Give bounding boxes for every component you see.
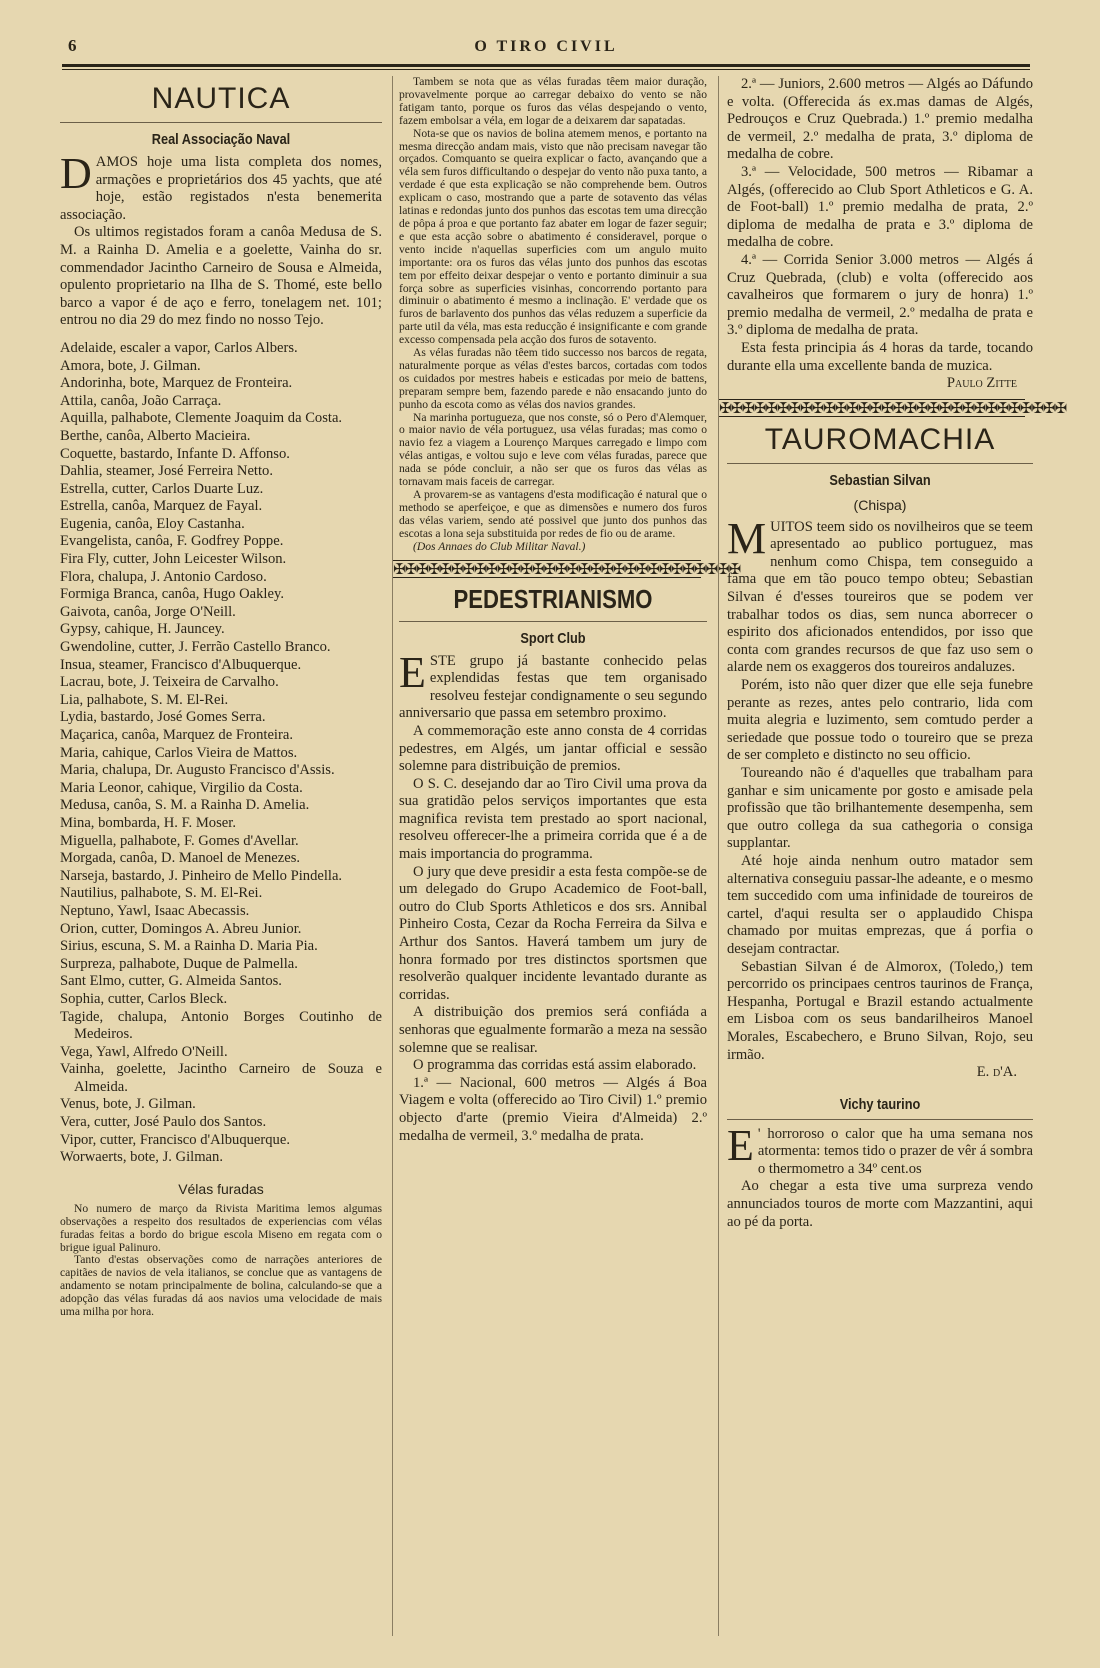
paragraph: 1.ª — Nacional, 600 metros — Algés á Boa Viagem e volta (offerecido ao Tiro Civil) 1.º premio objecto d'arte (premio Vieira d'Almeida) 2.º medalha de vermeil, 3.º medalha de prata.	[399, 1074, 707, 1144]
paragraph: Tambem se nota que as vélas furadas têem maior duração, provavelmente porque ao carregar debaixo do vento se não fatigam tanto, porque os furos das vélas despejando o vento, fazem embolsar a véla, em logar de a deixarem dar sapatadas.	[399, 75, 707, 127]
list-item: Nautilius, palhabote, S. M. El-Rei.	[60, 885, 263, 902]
subtitle-real-associacao: Real Associação Naval	[151, 131, 291, 148]
list-item: Venus, bote, J. Gilman.	[60, 1096, 196, 1113]
running-title: O TIRO CIVIL	[474, 38, 618, 55]
list-item: Miguella, palhabote, F. Gomes d'Avellar.	[60, 832, 299, 849]
list-item: Sirius, escuna, S. M. a Rainha D. Maria Pia.	[60, 938, 318, 955]
tauromachia-text	[727, 513, 1033, 1082]
dropcap: E	[727, 1120, 754, 1170]
signature: E. d'A.	[976, 1064, 1017, 1081]
list-item: Vipor, cutter, Francisco d'Albuquerque.	[60, 1131, 290, 1148]
list-item: Andorinha, bote, Marquez de Fronteira.	[60, 375, 293, 392]
list-item: Vega, Yawl, Alfredo O'Neill.	[60, 1043, 228, 1060]
column-2	[392, 75, 741, 1636]
paragraph: Esta festa principia ás 4 horas da tarde, tocando durante ella uma excellente banda de muzica.	[727, 339, 1033, 374]
list-item: Fira Fly, cutter, John Leicester Wilson.	[60, 551, 287, 568]
list-item: Mina, bombarda, H. F. Moser.	[60, 814, 236, 831]
paragraph: 3.ª — Velocidade, 500 metros — Ribamar a Algés, (offerecido ao Club Sport Athleticos e G. A. de Foot-ball) 1.º premio medalha de prata, 2.º diploma de medalha de prata e 3.º diploma de medalha de cobre.	[727, 163, 1033, 251]
subtitle-vichy-taurino: Vichy taurino	[839, 1095, 921, 1113]
page-number: 6	[68, 36, 77, 55]
paragraph: Porém, isto não quer dizer que elle seja funebre perante as rezes, antes pelo contrario, lida com muita alegria e luzimento, sem comtudo perder a seriedade que possue todo o toureiro que se preza de ser completo e distincto no seu officio.	[727, 677, 1033, 764]
list-item: Maria, chalupa, Dr. Augusto Francisco d'Assis.	[60, 762, 335, 779]
subtitle-sport-club: Sport Club	[520, 629, 586, 647]
list-item: Estrella, cutter, Carlos Duarte Luz.	[60, 480, 264, 497]
paragraph: Os ultimos registados foram a canôa Medusa de S. M. a Rainha D. Amelia e a goelette, Vainha do sr. commendador Jacintho Carneiro de Sousa e Almeida, opulento proprietario na Ilha de S. Thomé, este bello barco a vapor é de aço e ferro, tonelagem net. 101; entrou no dia 29 do mez findo no nosso Tejo.	[60, 224, 382, 329]
list-item: Adelaide, escaler a vapor, Carlos Albers.	[60, 339, 298, 356]
pedestrianismo-continued	[727, 76, 1033, 393]
paragraph: Até hoje ainda nenhum outro matador sem alternativa conseguiu passar-lhe adeante, e o mesmo tem succedido com uma infinidade de toureiros de cartel, d'aqui resulta ser o applaudido Chispa chamado por muitas emprezas, que á porfia o desejam contractar.	[727, 852, 1033, 957]
list-item: Maria, cahique, Carlos Vieira de Mattos.	[60, 744, 298, 761]
list-item: Morgada, canôa, D. Manoel de Menezes.	[60, 850, 301, 867]
paragraph: As vélas furadas não têem tido successo nos barcos de regata, naturalmente porque as vélas d'estes barcos, cortadas com todos os cuidados por mestres habeis e esticadas por meio de battens, preparam sempre bem, fazendo parede e não ensacando junto do punho da escota como as vélas dos navios grandes.	[399, 346, 707, 411]
list-item: Berthe, canôa, Alberto Macieira.	[60, 427, 251, 444]
velas-continued	[399, 76, 707, 554]
paragraph: O S. C. desejando dar ao Tiro Civil uma prova da sua gratidão pelos serviços importantes que esta magnifica revista tem prestado ao sport nacional, resolveu offerecer-lhe a primeira corrida que é a de mais importancia do programma.	[399, 775, 707, 863]
list-item: Maçarica, canôa, Marquez de Fronteira.	[60, 727, 293, 743]
column-1	[60, 76, 382, 1636]
paragraph: AMOS hoje uma lista completa dos nomes, armações e proprietários dos 45 yachts, que até hoje, estão registados n'esta benemerita associação.	[60, 154, 382, 223]
dropcap: D	[60, 149, 92, 198]
list-item: Worwaerts, bote, J. Gilman.	[60, 1149, 223, 1166]
source-note: (Dos Annaes do Club Militar Naval.)	[413, 539, 586, 553]
paragraph: Ao chegar a esta tive uma surpreza vendo annunciados touros de morte com Mazzantini, aqui ao pé da porta.	[727, 1178, 1033, 1230]
paragraph: Na marinha portugueza, que nos conste, só o Pero d'Alemquer, o maior navio de véla portuguez, usa vélas furadas; mas como o navio fez a viagem a Lourenço Marques carregado e limpo com vélas antigas, e voltou sujo e leve com vélas furadas, parece que nada se póde concluir, a não ser que os furos das vélas as tornavam mais faceis de carregar.	[399, 410, 707, 489]
paragraph: No numero de março da Rivista Maritima lemos algumas observações a respeito dos resultados de experiencias com vélas furadas feitas a bordo do brigue escola Miseno em regata com o brigue igual Palinuro.	[60, 1201, 382, 1254]
list-item: Insua, steamer, Francisco d'Albuquerque.	[60, 656, 302, 673]
dropcap: E	[399, 647, 426, 697]
list-item: Lacrau, bote, J. Teixeira de Carvalho.	[60, 674, 279, 691]
paragraph: Nota-se que os navios de bolina atemem menos, e portanto na mesma direcção andam mais, visto que não precisam navegar tão orçados. Comquanto se queira explicar o facto, avançando que a véla sem furos difficultando o despejar do vento não puxa tanto, a verdade é que esta explicação se não comprehende bem. Outros explicam o caso, mostrando que a parte de sotavento das vélas latinas e redondas junto dos punhos das escotas tem uma direcção de pôpa á proa e que portanto faz abater em logar de fazer seguir; e que esta acção sobre o abatimento é consideravel, porque o vento incide n'aquellas superficies com um angulo muito importante: ora os furos das vélas junto dos punhos das escotas tem por effeito deixar despejar o vento e portanto diminuir a sua força sobre as superficies visinhas, concorrendo portanto para diminuir o abatimento é mesmo a inclinação. E' verdade que os furos de barlavento dos punhos das vélas reduzem a superficie da parte util da véla, mas esta reducção é insignificante e com grande excesso compensada pela acção dos furos de sotavento.	[399, 126, 707, 347]
paragraph: Sebastian Silvan é de Almorox, (Toledo,) tem percorrido os principaes centros taurinos de França, Hespanha, Portugal e Brazil estando actualmente em Lisboa com os seus bandarilheiros Manoel Morales, Escabechero, e Bruno Silvan, Rojo, seu irmão.	[727, 958, 1033, 1063]
dropcap: M	[727, 513, 767, 563]
list-item: Attila, canôa, João Carraça.	[60, 392, 222, 409]
list-item: Sant Elmo, cutter, G. Almeida Santos.	[60, 973, 282, 990]
header-rule-thin	[62, 69, 1030, 70]
list-item: Tagide, chalupa, Antonio Borges Coutinho de Medeiros.	[60, 1008, 382, 1043]
subtitle-velas-furadas: Vélas furadas	[178, 1180, 264, 1197]
paragraph: Tanto d'estas observações como de narrações anteriores de capitães de navios de vela italianos, se conclue que as vantagens de andamento se notam principalmente de bolina, calculando-se que a adopção das vélas furadas dá aos navios uma velocidade de mais uma milha por hora.	[60, 1253, 382, 1319]
list-item: Lia, palhabote, S. M. El-Rei.	[60, 691, 229, 708]
pedestrianismo-text	[399, 647, 707, 1146]
paragraph: A commemoração este anno consta de 4 corridas pedestres, em Algés, um jantar official e sessão solemne para distribuição de premios.	[399, 722, 707, 775]
list-item: Formiga Branca, canôa, Hugo Oakley.	[60, 586, 284, 603]
list-item: Flora, chalupa, J. Antonio Cardoso.	[60, 568, 267, 585]
section-title-pedestrianismo: PEDESTRIANISMO	[453, 583, 653, 614]
velas-text	[60, 1203, 382, 1319]
nautica-intro	[60, 149, 382, 330]
list-item: Gypsy, cahique, H. Jauncey.	[60, 621, 225, 638]
list-item: Dahlia, steamer, José Ferreira Netto.	[60, 463, 273, 480]
list-item: Aquilla, palhabote, Clemente Joaquim da Costa.	[60, 410, 343, 427]
ornament-divider: ✠✠✠✠✠✠✠✠✠✠✠✠✠✠✠✠✠✠✠✠✠✠✠✠✠✠✠✠✠✠	[719, 398, 1067, 417]
column-3	[718, 76, 1067, 1636]
list-item: Estrella, canôa, Marquez de Fayal.	[60, 498, 263, 515]
paragraph: A distribuição dos premios será confiáda a senhoras que egualmente formarão a meza na sessão solemne que se realisar.	[399, 1004, 707, 1056]
list-item: Neptuno, Yawl, Isaac Abecassis.	[60, 902, 250, 919]
paragraph: ' horroroso o calor que ha uma semana nos atormenta: temos tido o prazer de vêr á sombra o thermometro a 34º cent.os	[757, 1125, 1033, 1177]
list-item: Narseja, bastardo, J. Pinheiro de Mello Pindella.	[60, 867, 343, 884]
list-item: Sophia, cutter, Carlos Bleck.	[60, 990, 228, 1007]
paragraph: 2.ª — Juniors, 2.600 metros — Algés ao Dáfundo e volta. (Offerecida ás ex.mas damas de Algés, Pedrouços e Cruz Quebrada.) 1.º premio medalha de vermeil, 2.º medalha de prata, 3.º diploma de medalha de cobre.	[727, 76, 1033, 163]
list-item: Vera, cutter, José Paulo dos Santos.	[60, 1114, 267, 1131]
list-item: Vainha, goelette, Jacintho Carneiro de Souza e Almeida.	[60, 1061, 382, 1095]
list-item: Gaivota, canôa, Jorge O'Neill.	[60, 603, 236, 620]
paragraph: 4.ª — Corrida Senior 3.000 metros — Algés á Cruz Quebrada, (club) e volta (offerecido aos cavalheiros que formarem o jury de honra) 1.º premio medalha de vermeil, 2.º medalha de prata e 3.º diploma de medalha de prata.	[727, 251, 1033, 339]
vichy-text	[727, 1120, 1033, 1232]
subtitle-sebastian-silvan: Sebastian Silvan	[829, 471, 931, 489]
list-item: Surpreza, palhabote, Duque de Palmella.	[60, 955, 298, 972]
list-item: Medusa, canôa, S. M. a Rainha D. Amelia.	[60, 797, 310, 814]
ornament-divider: ✠✠✠✠✠✠✠✠✠✠✠✠✠✠✠✠✠✠✠✠✠✠✠✠✠✠✠✠✠✠	[393, 559, 741, 578]
divider	[727, 1119, 1033, 1120]
paragraph: O programma das corridas está assim elaborado.	[413, 1057, 697, 1074]
list-item: Orion, cutter, Domingos A. Abreu Junior.	[60, 920, 302, 937]
divider	[399, 621, 707, 622]
paragraph: Toureando não é d'aquelles que trabalham para ganhar e sim unicamente por gosto e amisade pela profissão que tão brilhantemente desempenha, sem que outro collega da sua cathegoria o consiga supplantar.	[727, 765, 1033, 852]
list-item: Evangelista, canôa, F. Godfrey Poppe.	[60, 533, 284, 550]
list-item: Maria Leonor, cahique, Virgilio da Costa.	[60, 779, 303, 796]
list-item: Lydia, bastardo, José Gomes Serra.	[60, 709, 266, 726]
paragraph: A provarem-se as vantagens d'esta modificação é natural que o methodo se aperfeiçoe, e que as dimensões e numero dos furos das vélas variem, sendo até possivel que junto dos punhos das escotas a lona seja substituida por redes de fio ou de arame.	[399, 488, 707, 540]
paragraph: O jury que deve presidir a esta festa compõe-se de um delegado do Grupo Academico de Foot-ball, outro do Club Sports Athleticos e dos srs. Annibal Pinheiro Costa, Cezar da Rocha Ferreira da Silva e Arthur dos Santos. Haverá tambem um jury de honra formado por tres distinctos sportsmen que resolverão qualquer incidente levantado durante as corridas.	[399, 863, 707, 1003]
yacht-list	[60, 340, 382, 1167]
list-item: Amora, bote, J. Gilman.	[60, 357, 201, 374]
section-title-nautica: NAUTICA	[151, 82, 291, 115]
divider	[60, 122, 382, 123]
paragraph: STE grupo já bastante conhecido pelas explendidas festas que tem organisado resolveu festejar condignamente o seu segundo anniversario que passa em setembro proximo.	[399, 652, 707, 722]
signature: Paulo Zitte	[946, 375, 1017, 392]
header-rule	[62, 64, 1030, 67]
list-item: Eugenia, canôa, Eloy Castanha.	[60, 515, 245, 532]
section-title-tauromachia: TAUROMACHIA	[764, 422, 996, 456]
paragraph: UITOS teem sido os novilheiros que se teem apresentado ao publico portuguez, mas nenhum como Chispa, tem conseguido a fama que em tão pouco tempo obteu; Sebastian Silvan é d'esses toureiros que se podem ver trabalhar todos os dias, sem nunca aborrecer o espirito dos aficionados entendidos, por isso que conta com grandes recursos de que faz uso sem o alarde nem os exaggeros dos toureiros andaluzes.	[727, 518, 1033, 676]
list-item: Gwendoline, cutter, J. Ferrão Castello Branco.	[60, 639, 331, 656]
divider	[727, 463, 1033, 464]
list-item: Coquette, bastardo, Infante D. Affonso.	[60, 445, 290, 462]
subtitle-chispa: (Chispa)	[853, 496, 907, 513]
